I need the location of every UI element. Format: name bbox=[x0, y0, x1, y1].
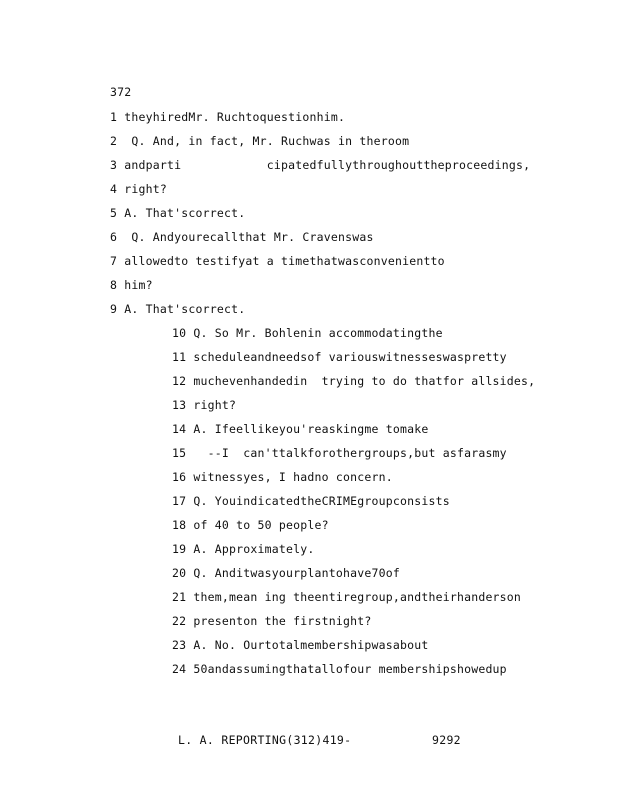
transcript-line: 3 andparti cipatedfullythroughouttheproceedings, bbox=[110, 158, 531, 172]
transcript-line: 24 50andassumingthatallofour membershipshowedup bbox=[172, 662, 507, 676]
transcript-line: 16 witnessyes, I hadno concern. bbox=[172, 470, 393, 484]
footer-phone-suffix: 9292 bbox=[432, 733, 461, 747]
transcript-line: 18 of 40 to 50 people? bbox=[172, 518, 329, 532]
transcript-line: 19 A. Approximately. bbox=[172, 542, 315, 556]
transcript-line: 1 theyhiredMr. Ruchtoquestionhim. bbox=[110, 110, 346, 124]
transcript-line: 4 right? bbox=[110, 182, 167, 196]
transcript-line: 14 A. Ifeellikeyou'reaskingme tomake bbox=[172, 422, 429, 436]
transcript-line: 7 allowedto testifyat a timethatwasconvenientto bbox=[110, 254, 445, 268]
page-number: 372 bbox=[110, 85, 132, 99]
transcript-line: 13 right? bbox=[172, 398, 237, 412]
transcript-line: 9 A. That'scorrect. bbox=[110, 302, 246, 316]
transcript-line: 17 Q. YouindicatedtheCRIMEgroupconsists bbox=[172, 494, 450, 508]
transcript-line: 5 A. That'scorrect. bbox=[110, 206, 246, 220]
transcript-line: 2 Q. And, in fact, Mr. Ruchwas in theroom bbox=[110, 134, 410, 148]
transcript-line: 21 them,mean ing theentiregroup,andtheirhanderson bbox=[172, 590, 522, 604]
transcript-line: 12 muchevenhandedin trying to do thatfor allsides, bbox=[172, 374, 536, 388]
transcript-line: 23 A. No. Ourtotalmembershipwasabout bbox=[172, 638, 429, 652]
transcript-line: 22 presenton the firstnight? bbox=[172, 614, 372, 628]
transcript-line: 10 Q. So Mr. Bohlenin accommodatingthe bbox=[172, 326, 443, 340]
transcript-line: 15 --I can'ttalkforothergroups,but asfarasmy bbox=[172, 446, 507, 460]
transcript-line: 11 scheduleandneedsof variouswitnesseswaspretty bbox=[172, 350, 507, 364]
transcript-line: 20 Q. Anditwasyourplantohave70of bbox=[172, 566, 400, 580]
transcript-line: 8 him? bbox=[110, 278, 153, 292]
footer-reporter: L. A. REPORTING(312)419- bbox=[178, 733, 352, 747]
transcript-line: 6 Q. Andyourecallthat Mr. Cravenswas bbox=[110, 230, 374, 244]
